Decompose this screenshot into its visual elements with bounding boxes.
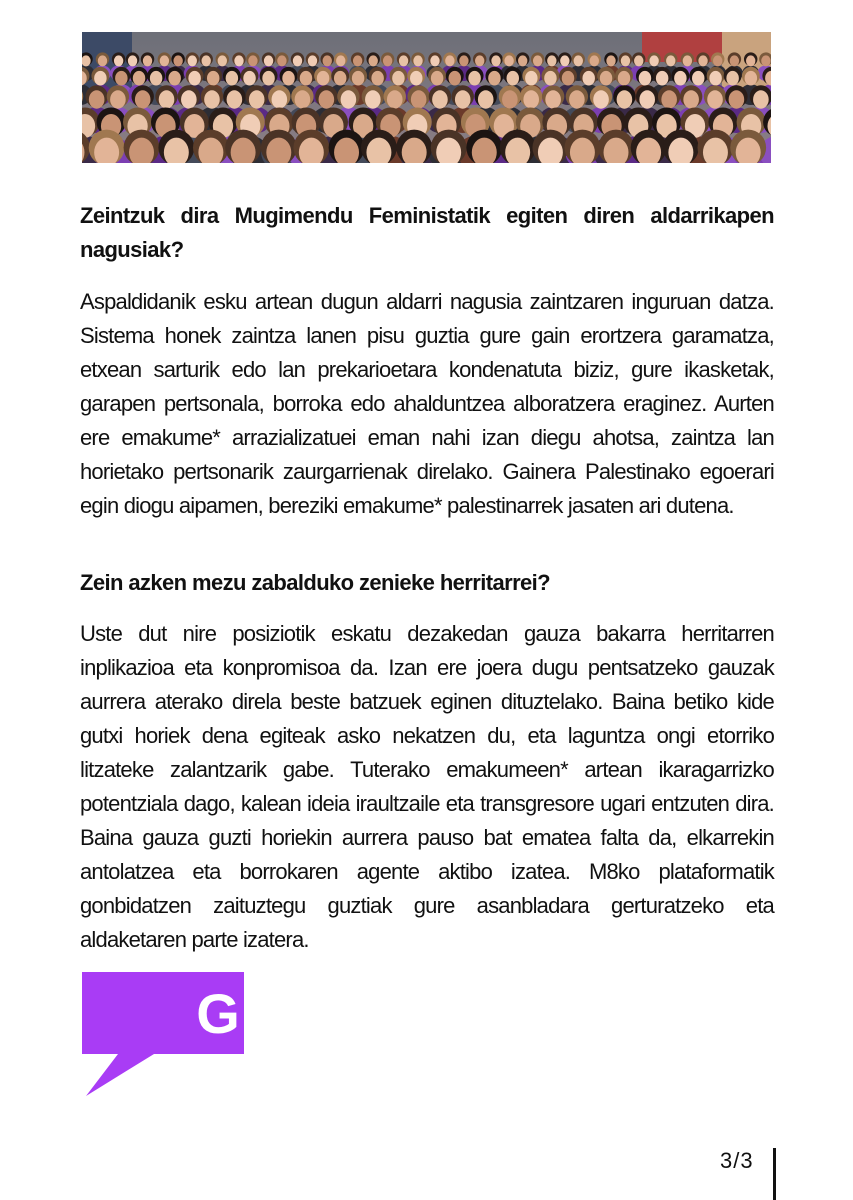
crowd-face (336, 55, 345, 66)
crowd-face (745, 71, 757, 86)
crowd-face (683, 55, 692, 66)
crowd-face (135, 90, 151, 108)
crowd-face (392, 71, 404, 86)
crowd-face (639, 90, 655, 108)
crowd-face (352, 71, 364, 86)
crowd-illustration (82, 32, 771, 163)
crowd-face (94, 71, 106, 86)
crowd-face (243, 71, 255, 86)
crowd-face (459, 55, 468, 66)
crowd-face (365, 90, 381, 108)
crowd-face (399, 55, 408, 66)
crowd-face (383, 55, 392, 66)
crowd-face (730, 55, 739, 66)
crowd-face (600, 71, 612, 86)
crowd-face (143, 55, 152, 66)
crowd-face (533, 55, 542, 66)
crowd-face (300, 71, 312, 86)
crowd-face (746, 55, 755, 66)
crowd-face (709, 71, 721, 86)
crowd-face (410, 71, 422, 86)
crowd-face (133, 71, 145, 86)
crowd-face (574, 55, 583, 66)
crowd-face (491, 55, 500, 66)
crowd-face (264, 55, 273, 66)
crowd-face (317, 71, 329, 86)
crowd-face (445, 55, 454, 66)
crowd-face (369, 55, 378, 66)
crowd-face (692, 71, 704, 86)
crowd-face (523, 90, 539, 108)
speech-bubble-logo (82, 972, 244, 1096)
crowd-face (188, 55, 197, 66)
page-divider (773, 1148, 776, 1200)
crowd-face (707, 90, 723, 108)
crowd-face (606, 55, 615, 66)
crowd-face (656, 71, 668, 86)
crowd-face (249, 90, 265, 108)
crowd-face (207, 71, 219, 86)
crowd-face (411, 90, 427, 108)
crowd-face (308, 55, 317, 66)
crowd-face (761, 55, 770, 66)
crowd-face (218, 55, 227, 66)
crowd-face (449, 71, 461, 86)
crowd-face (590, 55, 599, 66)
crowd-face (582, 71, 594, 86)
crowd-face (334, 71, 346, 86)
crowd-face (293, 55, 302, 66)
crowd-face (639, 71, 651, 86)
crowd-face (159, 90, 175, 108)
crowd-face (173, 55, 182, 66)
page-number: 3/3 (720, 1148, 754, 1173)
crowd-face (661, 90, 677, 108)
crowd-face (277, 55, 286, 66)
crowd-face (353, 55, 362, 66)
crowd-face (295, 90, 311, 108)
crowd-face (569, 90, 585, 108)
crowd-face (666, 55, 675, 66)
crowd-face (204, 90, 220, 108)
crowd-face (181, 90, 197, 108)
crowd-face (431, 71, 443, 86)
crowd-face (128, 55, 137, 66)
logo-letter: G (196, 981, 240, 1045)
crowd-face (634, 55, 643, 66)
crowd-face (160, 55, 169, 66)
crowd-face (468, 71, 480, 86)
crowd-face (562, 71, 574, 86)
crowd-face (387, 90, 403, 108)
crowd-face (168, 71, 180, 86)
crowd-face (683, 90, 699, 108)
crowd-face (560, 55, 569, 66)
answer-paragraph-2: Uste dut nire posiziotik eskatu dezakedan gauza bakarra herritarren inplikazioa eta konpromisoa da. Izan ere joera dugu pentsatzeko gauzak aurrera aterako direla beste batzuek eginen dituztelako. Baina betiko kide gutxi horiek dena egiteak asko nekatzen du, eta laguntza ongi etorriko litzateke zalantzarik gabe. Tuterako emakumeen* artean ikaragarrizko potentziala dago, kalean ideia iraultzaile eta transgresore ugari entzuten dira. Baina gauza guzti horiekin aurrera pauso bat ematea falta da, elkarrekin antolatzea eta borrokaren agente aktibo izatea. M8ko plataformatik gonbidatzen zaituztegu guztiak gure asanbladara gerturatzeko eta aldaketaren parte izatera. (80, 621, 774, 952)
crowd-face (518, 55, 527, 66)
crowd-face (698, 55, 707, 66)
crowd-face (371, 71, 383, 86)
question-heading-1: Zeintzuk dira Mugimendu Feministatik egiten diren aldarrikapen nagusiak? (80, 203, 774, 262)
crowd-face (674, 71, 686, 86)
crowd-face (413, 55, 422, 66)
crowd-face (248, 55, 257, 66)
question-heading-2: Zein azken mezu zabalduko zenieke herritarrei? (80, 570, 551, 595)
crowd-face (617, 90, 633, 108)
crowd-face (114, 55, 123, 66)
crowd-face (547, 55, 556, 66)
crowd-face (753, 90, 769, 108)
crowd-face (341, 90, 357, 108)
crowd-face (150, 71, 162, 86)
crowd-face (525, 71, 537, 86)
crowd-face (89, 90, 105, 108)
crowd-face (649, 55, 658, 66)
crowd-face (545, 90, 561, 108)
crowd-face (432, 90, 448, 108)
crowd-face (502, 90, 518, 108)
crowd-face (282, 71, 294, 86)
crowd-face (507, 71, 519, 86)
crowd-face (227, 90, 243, 108)
crowd-face (234, 55, 243, 66)
crowd-face (618, 71, 630, 86)
crowd-face (455, 90, 471, 108)
crowd-face (478, 90, 494, 108)
crowd-face (226, 71, 238, 86)
crowd-face (713, 55, 722, 66)
crowd-face (488, 71, 500, 86)
crowd-face (98, 55, 107, 66)
crowd-face (115, 71, 127, 86)
crowd-face (319, 90, 335, 108)
crowd-face (262, 71, 274, 86)
crowd-face (272, 90, 288, 108)
crowd-face (621, 55, 630, 66)
crowd-face (729, 90, 745, 108)
crowd-face (475, 55, 484, 66)
crowd-face (110, 90, 126, 108)
crowd-face (430, 55, 439, 66)
crowd-face (726, 71, 738, 86)
crowd-face (593, 90, 609, 108)
crowd-face (323, 55, 332, 66)
answer-paragraph-1: Aspaldidanik esku artean dugun aldarri nagusia zaintzaren inguruan datza. Sistema honek zaintza lanen pisu guztia gure gain erortzera garamatza, etxean sarturik edo lan prekarioetara kondenatuta biziz, gure ikasketak, garapen pertsonala, borroka edo ahalduntzea alboratzera eraginez. Aurten ere emakume* arrazializatuei eman nahi izan diegu ahotsa, zaintza lan horietako pertsonarik zaurgarrienak direlako. Gainera Palestinako egoerari egin diogu aipamen, bereziki emakume* palestinarrek jasaten ari dutena. (80, 289, 774, 518)
crowd-face (202, 55, 211, 66)
crowd-face (504, 55, 513, 66)
crowd-face (188, 71, 200, 86)
crowd-face (544, 71, 556, 86)
crowd-photo (82, 32, 771, 163)
